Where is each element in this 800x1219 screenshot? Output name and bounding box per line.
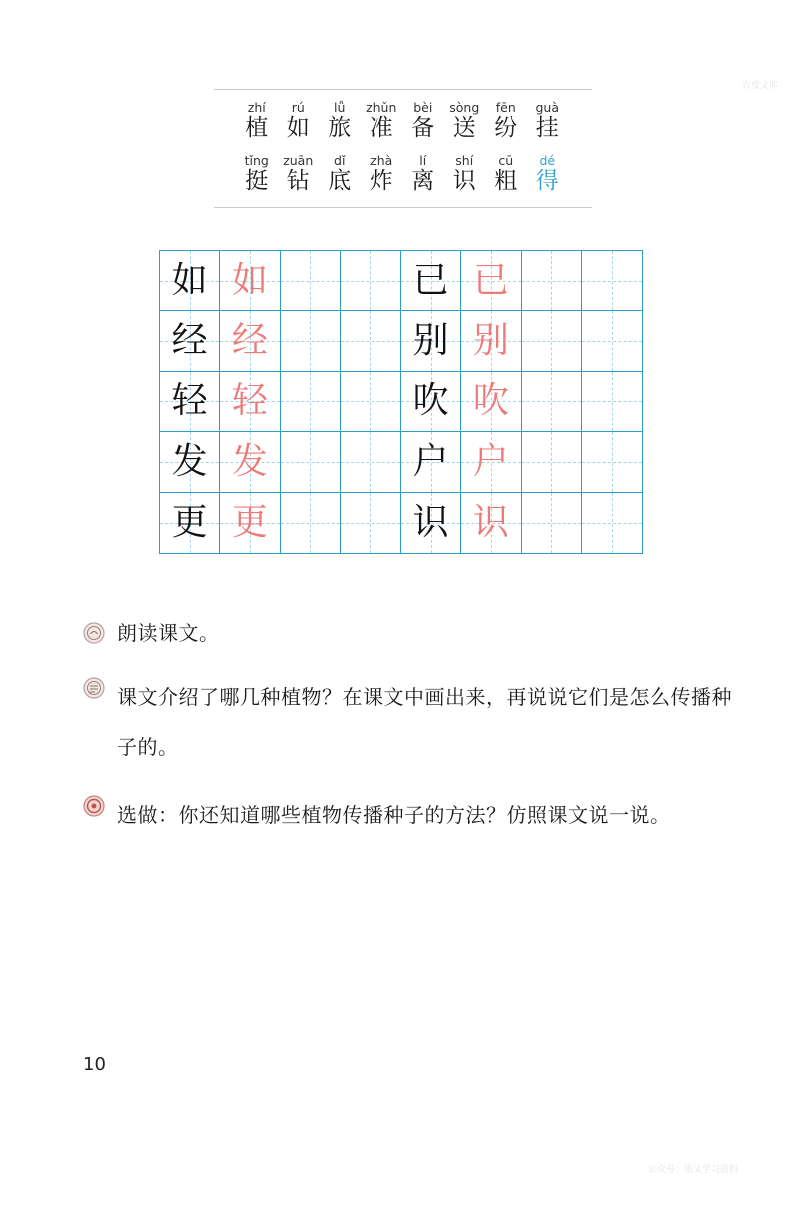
grid-cell-model: 如 <box>160 251 220 311</box>
grid-cell-empty[interactable] <box>341 432 401 492</box>
pinyin: tǐng <box>244 153 269 168</box>
grid-cell-model: 更 <box>160 493 220 553</box>
grid-cell-empty[interactable] <box>341 493 401 553</box>
recognition-char <box>527 101 569 142</box>
grid-cell-trace: 如 <box>220 251 280 311</box>
pinyin: zuān <box>283 153 314 168</box>
pinyin: bèi <box>413 100 433 115</box>
hanzi: 送 <box>452 115 476 141</box>
recognition-char <box>361 154 403 195</box>
hanzi: 备 <box>411 115 435 141</box>
read-aloud-icon <box>83 622 105 644</box>
hanzi: 挺 <box>245 168 269 194</box>
recognition-char <box>444 101 486 142</box>
grid-cell-trace: 轻 <box>220 372 280 432</box>
recognition-char <box>236 101 278 142</box>
grid-cell-trace: 经 <box>220 311 280 371</box>
grid-cell-empty[interactable] <box>341 251 401 311</box>
hanzi: 离 <box>411 168 435 194</box>
writing-practice-grid <box>159 250 643 554</box>
pinyin: shí <box>455 153 474 168</box>
watermark-top: 百度文库 <box>742 81 779 91</box>
grid-cell-empty[interactable] <box>281 311 341 371</box>
hanzi: 炸 <box>369 168 393 194</box>
pinyin: zhí <box>247 100 266 115</box>
recognition-char <box>361 101 403 142</box>
pinyin: guà <box>535 100 560 115</box>
recognition-char <box>278 101 320 142</box>
grid-cell-empty[interactable] <box>582 432 642 492</box>
pinyin: sòng <box>449 100 480 115</box>
grid-cell-model: 吹 <box>401 372 461 432</box>
grid-cell-empty[interactable] <box>582 311 642 371</box>
hanzi: 得 <box>535 168 559 194</box>
grid-cell-model: 发 <box>160 432 220 492</box>
recognition-char <box>278 154 320 195</box>
hanzi: 准 <box>369 115 393 141</box>
grid-cell-empty[interactable] <box>341 311 401 371</box>
pinyin: rú <box>291 100 305 115</box>
recognition-char <box>485 154 527 195</box>
hanzi: 植 <box>245 115 269 141</box>
grid-cell-empty[interactable] <box>522 311 582 371</box>
exercise-2 <box>83 672 743 772</box>
grid-cell-empty[interactable] <box>522 251 582 311</box>
grid-cell-empty[interactable] <box>341 372 401 432</box>
hanzi: 挂 <box>535 115 559 141</box>
grid-cell-model: 经 <box>160 311 220 371</box>
grid-cell-trace: 识 <box>461 493 521 553</box>
pinyin: lǚ <box>334 100 346 115</box>
recognition-char <box>319 154 361 195</box>
recognition-char <box>485 101 527 142</box>
recognition-characters-box <box>214 87 592 211</box>
recognition-char <box>402 154 444 195</box>
grid-cell-model: 识 <box>401 493 461 553</box>
grid-cell-trace: 户 <box>461 432 521 492</box>
hanzi: 旅 <box>328 115 352 141</box>
grid-cell-model: 轻 <box>160 372 220 432</box>
optional-task-icon <box>83 795 105 817</box>
hanzi: 钻 <box>286 168 310 194</box>
pinyin: dǐ <box>334 153 346 168</box>
hanzi: 如 <box>286 115 310 141</box>
grid-cell-empty[interactable] <box>582 493 642 553</box>
pinyin: fēn <box>495 100 516 115</box>
bottom-rule <box>214 207 592 208</box>
grid-cell-trace: 吹 <box>461 372 521 432</box>
grid-cell-model: 别 <box>401 311 461 371</box>
page-number: 10 <box>83 1054 106 1075</box>
exercise-text: 选做：你还知道哪些植物传播种子的方法？仿照课文说一说。 <box>117 803 671 827</box>
recognition-char-highlighted <box>527 154 569 195</box>
grid-cell-model: 户 <box>401 432 461 492</box>
exercise-3 <box>83 790 743 840</box>
recognition-row-1 <box>236 101 568 142</box>
exercise-text: 朗读课文。 <box>117 621 220 645</box>
grid-cell-empty[interactable] <box>522 432 582 492</box>
hanzi: 底 <box>328 168 352 194</box>
pinyin: zhà <box>370 153 393 168</box>
pinyin: zhǔn <box>366 100 397 115</box>
grid-cell-empty[interactable] <box>281 493 341 553</box>
recognition-char <box>236 154 278 195</box>
pinyin: dé <box>539 153 556 168</box>
discuss-icon <box>83 677 105 699</box>
grid-cell-trace: 更 <box>220 493 280 553</box>
grid-cell-trace: 别 <box>461 311 521 371</box>
grid-cell-empty[interactable] <box>281 432 341 492</box>
grid-cell-trace: 发 <box>220 432 280 492</box>
pinyin: lí <box>419 153 427 168</box>
grid-cell-empty[interactable] <box>522 372 582 432</box>
recognition-char <box>402 101 444 142</box>
hanzi: 识 <box>452 168 476 194</box>
grid-cell-model: 已 <box>401 251 461 311</box>
grid-cell-trace: 已 <box>461 251 521 311</box>
top-rule <box>214 89 592 90</box>
grid-cell-empty[interactable] <box>281 372 341 432</box>
grid-cell-empty[interactable] <box>582 372 642 432</box>
grid-cell-empty[interactable] <box>582 251 642 311</box>
exercise-text: 课文介绍了哪几种植物？在课文中画出来，再说说它们是怎么传播种子的。 <box>117 685 732 759</box>
watermark-bottom: 公众号：语文学习资料 <box>648 1165 739 1175</box>
recognition-char <box>444 154 486 195</box>
exercise-1 <box>83 617 743 649</box>
pinyin: cū <box>498 153 514 168</box>
grid-cell-empty[interactable] <box>522 493 582 553</box>
hanzi: 纷 <box>494 115 518 141</box>
grid-cell-empty[interactable] <box>281 251 341 311</box>
recognition-char <box>319 101 361 142</box>
hanzi: 粗 <box>494 168 518 194</box>
recognition-row-2 <box>236 154 568 195</box>
